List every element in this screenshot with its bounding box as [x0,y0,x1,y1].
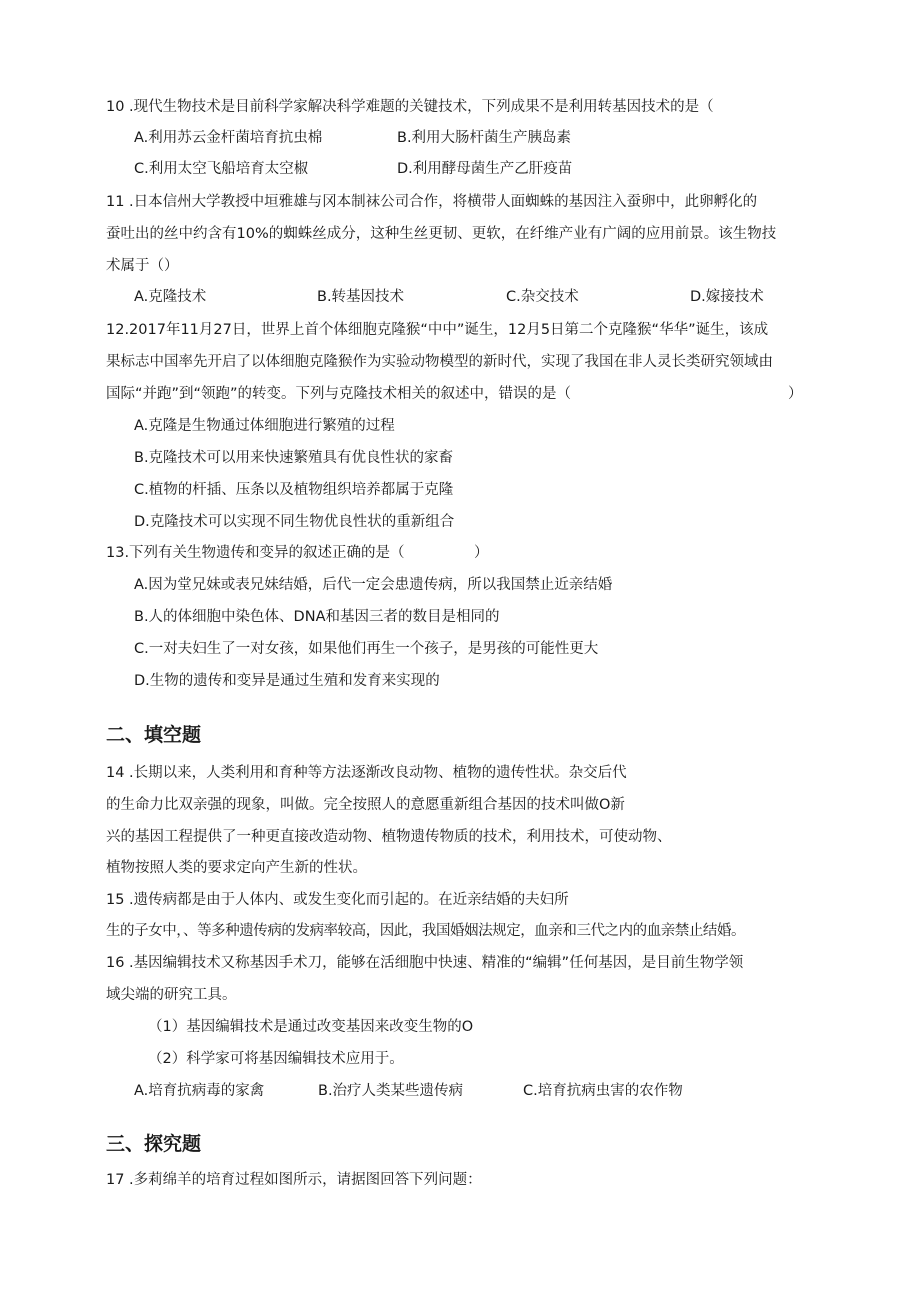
q16-line-2: 域尖端的研究工具。 [106,987,237,1003]
q16-option-b: B.治疗人类某些遗传病 [318,1083,464,1099]
q12-close-paren: ） [788,386,803,402]
q16-option-a: A.培育抗病毒的家禽 [134,1083,265,1099]
q13-close-paren: ） [474,545,489,561]
q13-option-a: A.因为堂兄妹或表兄妹结婚，后代一定会患遗传病，所以我国禁止近亲结婚 [134,577,613,593]
q12-option-b: B.克隆技术可以用来快速繁殖具有优良性状的家畜 [134,450,454,466]
q12-option-a: A.克隆是生物通过体细胞进行繁殖的过程 [134,418,395,434]
q11-stem-line-2: 蚕吐出的丝中约含有10%的蜘蛛丝成分，这种生丝更韧、更软，在纤维产业有广阔的应用前景。该生物技 [106,226,777,242]
q14-line-1: 14 .长期以来，人类利用和育种等方法逐渐改良动物、植物的遗传性状。杂交后代 [106,765,627,781]
section-2-title: 二、填空题 [106,724,202,746]
q11-option-b: B.转基因技术 [317,289,405,305]
q10-stem: 10 .现代生物技术是目前科学家解决科学难题的关键技术，下列成果不是利用转基因技术的是（ [106,99,714,115]
q12-option-d: D.克隆技术可以实现不同生物优良性状的重新组合 [134,514,455,530]
q11-option-d: D.嫁接技术 [690,289,764,305]
q11-stem-line-3: 术属于（） [106,258,179,274]
q17-stem: 17 .多莉绵羊的培育过程如图所示，请据图回答下列问题： [106,1172,482,1188]
q13-option-b: B.人的体细胞中染色体、DNA和基因三者的数目是相同的 [134,609,500,625]
q10-option-d: D.利用酵母菌生产乙肝疫苗 [397,161,573,177]
q12-option-c: C.植物的杆插、压条以及植物组织培养都属于克隆 [134,482,454,498]
q12-stem-line-1: 12.2017年11月27日，世界上首个体细胞克隆猴“中中”诞生，12月5日第二个克隆猴“华华”诞生，该成 [106,322,769,338]
q11-option-c: C.杂交技术 [506,289,579,305]
q14-line-2: 的生命力比双亲强的现象，叫做。完全按照人的意愿重新组合基因的技术叫做O新 [106,797,625,813]
q16-option-c: C.培育抗病虫害的农作物 [523,1083,683,1099]
q13-stem: 13.下列有关生物遗传和变异的叙述正确的是（ [106,545,405,561]
q14-line-4: 植物按照人类的要求定向产生新的性状。 [106,860,367,876]
q14-line-3: 兴的基因工程提供了一种更直接改造动物、植物遗传物质的技术，利用技术，可使动物、 [106,829,672,845]
q11-stem-line-1: 11 .日本信州大学教授中垣雅雄与冈本制袜公司合作，将横带人面蜘蛛的基因注入蚕卵中，此卵孵化的 [106,194,758,210]
q15-line-1: 15 .遗传病都是由于人体内、或发生变化而引起的。在近亲结婚的夫妇所 [106,892,569,908]
q10-option-b: B.利用大肠杆菌生产胰岛素 [397,130,572,146]
q10-option-a: A.利用苏云金杆菌培育抗虫棉 [134,130,323,146]
q16-sub-question-2: （2）科学家可将基因编辑技术应用于。 [148,1051,404,1067]
section-3-title: 三、探究题 [106,1133,202,1155]
q13-option-c: C.一对夫妇生了一对女孩，如果他们再生一个孩子，是男孩的可能性更大 [134,641,599,657]
q12-stem-line-2: 果标志中国率先开启了以体细胞克隆猴作为实验动物模型的新时代，实现了我国在非人灵长类研究领域由 [106,354,773,370]
q13-option-d: D.生物的遗传和变异是通过生殖和发育来实现的 [134,673,440,689]
q10-option-c: C.利用太空飞船培育太空椒 [134,161,309,177]
q11-option-a: A.克隆技术 [134,289,207,305]
q16-line-1: 16 .基因编辑技术又称基因手术刀，能够在活细胞中快速、精准的“编辑”任何基因，是目前生物学领 [106,955,744,971]
q12-stem-line-3: 国际“并跑”到“领跑”的转变。下列与克隆技术相关的叙述中，错误的是（ [106,386,572,402]
q16-sub-question-1: （1）基因编辑技术是通过改变基因来改变生物的O [148,1019,474,1035]
q15-line-2: 生的子女中，、等多种遗传病的发病率较高，因此，我国婚姻法规定，血亲和三代之内的血亲禁止结婚。 [106,923,746,939]
